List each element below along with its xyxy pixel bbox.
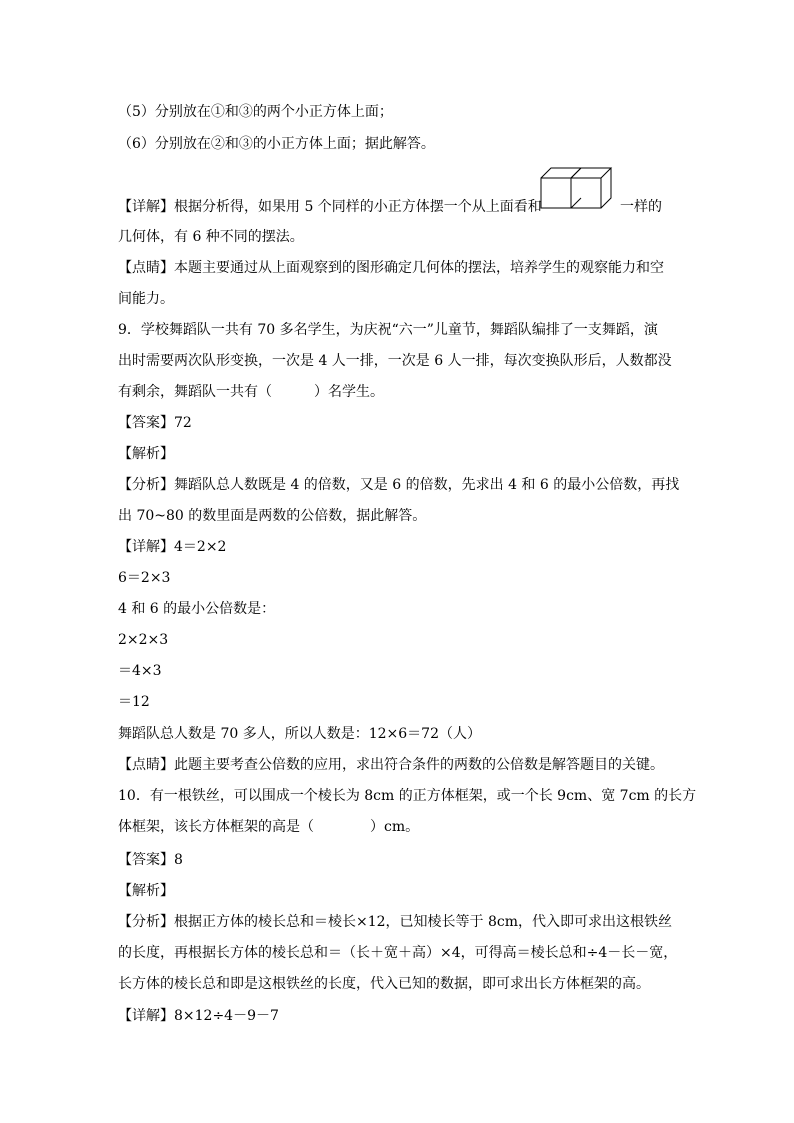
q9-detail-3: 4 和 6 的最小公倍数是： (118, 601, 276, 617)
q9-detail-5: ＝4×3 (118, 663, 162, 679)
q9-line-3: 有剩余，舞蹈队一共有（ ）名学生。 (118, 384, 384, 400)
line-1: （5）分别放在①和③的两个小正方体上面； (118, 104, 393, 120)
q9-analysis-heading: 【解析】 (118, 446, 174, 462)
q10-analysis-1: 【分析】根据正方体的棱长总和＝棱长×12，已知棱长等于 8cm，代入即可求出这根铁丝 (118, 914, 673, 930)
line-5: 【点睛】本题主要通过从上面观察到的图形确定几何体的摆法，培养学生的观察能力和空 (118, 260, 664, 276)
line-2: （6）分别放在②和③的小正方体上面；据此解答。 (118, 136, 435, 152)
q10-analysis-heading: 【解析】 (118, 883, 174, 899)
q9-detail-2: 6＝2×3 (118, 570, 171, 586)
q9-line-2: 出时需要两次队形变换，一次是 4 人一排，一次是 6 人一排，每次变换队形后，人数都没 (118, 353, 672, 369)
q10-answer: 【答案】8 (118, 852, 183, 868)
q9-detail-1: 【详解】4＝2×2 (118, 539, 227, 555)
q10-line-1: 10．有一根铁丝，可以围成一个棱长为 8cm 的正方体框架，或一个长 9cm、宽 7cm 的长方 (118, 788, 697, 804)
q10-detail-1: 【详解】8×12÷4－9－7 (118, 1008, 279, 1024)
q9-analysis-2: 出 70~80 的数里面是两数的公倍数，据此解答。 (118, 508, 427, 524)
q9-detail-7: 舞蹈队总人数是 70 多人，所以人数是：12×6＝72（人） (118, 726, 481, 742)
q9-detail-6: ＝12 (118, 694, 150, 710)
top-view-cubes-figure (540, 162, 620, 214)
q9-line-1: 9．学校舞蹈队一共有 70 多名学生，为庆祝“六一”儿童节，舞蹈队编排了一支舞蹈，演 (118, 322, 658, 338)
q10-analysis-3: 长方体的棱长总和即是这根铁丝的长度，代入已知的数据，即可求出长方体框架的高。 (118, 976, 650, 992)
q9-detail-4: 2×2×3 (118, 632, 169, 648)
q10-analysis-2: 的长度，再根据长方体的棱长总和＝（长＋宽＋高）×4，可得高＝棱长总和÷4－长－宽， (118, 945, 678, 961)
line-4: 几何体，有 6 种不同的摆法。 (118, 229, 304, 245)
q10-line-2: 体框架，该长方体框架的高是（ ）cm。 (118, 819, 420, 835)
line-3-tail: 一样的 (620, 199, 662, 215)
q9-analysis-1: 【分析】舞蹈队总人数既是 4 的倍数，又是 6 的倍数，先求出 4 和 6 的最小公倍数，再找 (118, 477, 680, 493)
line-3: 【详解】根据分析得，如果用 5 个同样的小正方体摆一个从上面看和 (118, 199, 542, 215)
q9-answer: 【答案】72 (118, 415, 192, 431)
q9-comment: 【点睛】此题主要考查公倍数的应用，求出符合条件的两数的公倍数是解答题目的关键。 (118, 757, 664, 773)
line-6: 间能力。 (118, 291, 174, 307)
